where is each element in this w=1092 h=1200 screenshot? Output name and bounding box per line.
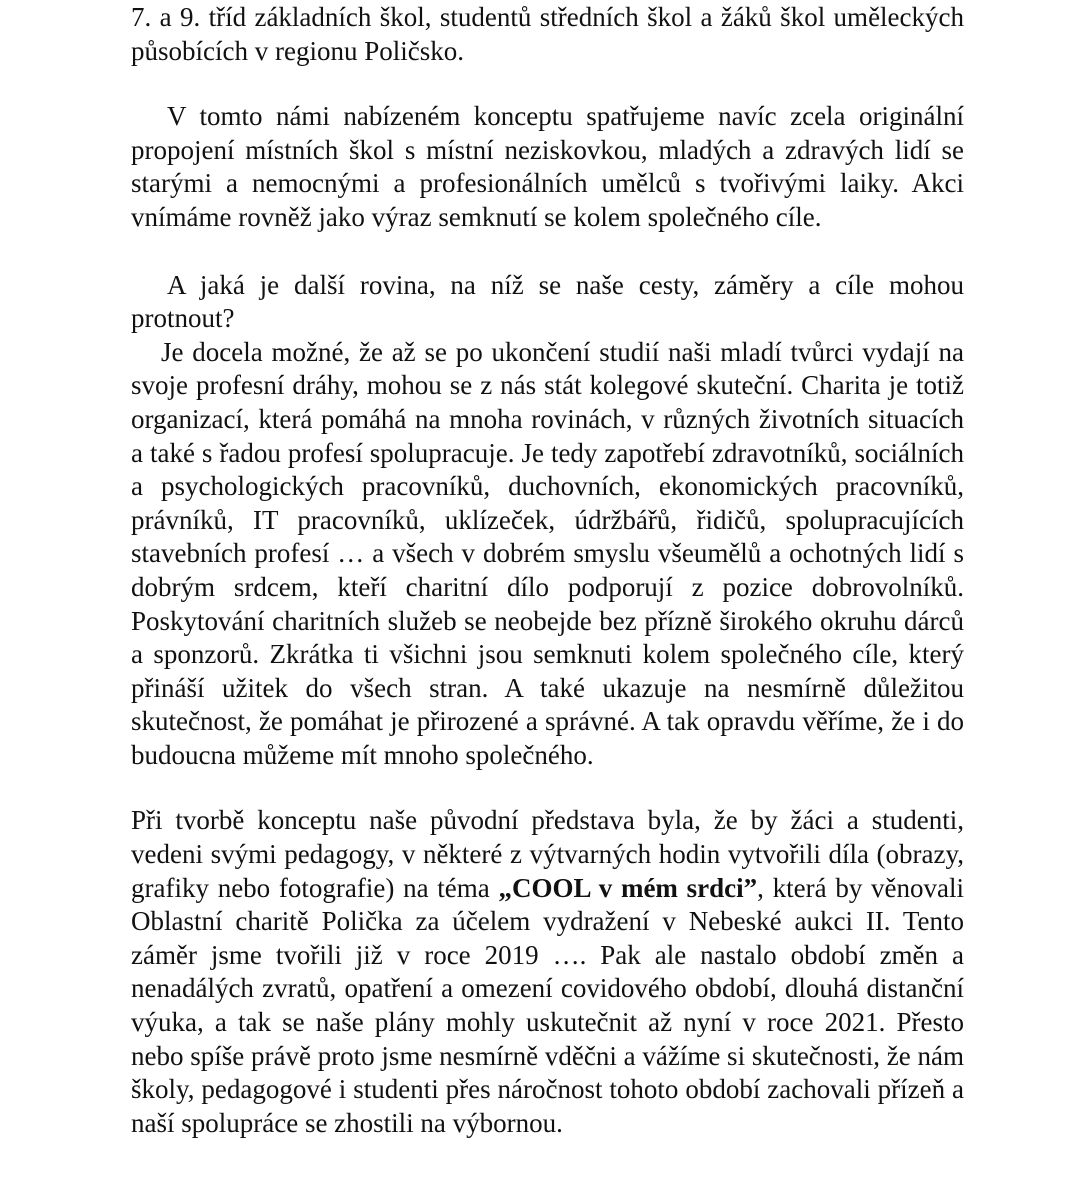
document-page — [131, 0, 964, 1140]
paragraph-charity-professions: Je docela možné, že až se po ukončení studií naši mladí tvůrci vydají na svoje profesní dráhy, mohou se z nás stát kolegové skuteční. Charita je totiž organizací, která pomáhá na mnoha rovinách, v různých životních situacích a také s řadou profesí spolupracuje. Je tedy zapotřebí zdravotníků, sociálních a psychologických pracovníků, duchovních, ekonomických pracovníků, právníků, IT pracovníků, uklízeček, údržbářů, řidičů, spolupracujících stavebních profesí … a všech v dobrém smyslu všeumělů a ochotných lidí s dobrým srdcem, kteří charitní dílo podporují z pozice dobrovolníků. Poskytování charitních služeb se neobejde bez přízně širokého okruhu dárců a sponzorů. Zkrátka ti všichni jsou semknuti kolem společného cíle, který přináší užitek do všech stran. A také ukazuje na nesmírně důležitou skutečnost, že pomáhat je přirozené a správné. A tak opravdu věříme, že i do budoucna můžeme mít mnoho společného. — [131, 336, 964, 770]
paragraph-text-before: Při tvorbě konceptu naše původní představa byla, že by žáci a studenti, vedeni svými pedagogy, v některé z výtvarných hodin vytvořili díla (obrazy, grafiky nebo fotografie) na téma — [131, 805, 964, 903]
paragraph-concept: V tomto námi nabízeném konceptu spatřujeme navíc zcela originální propojení místních škol s místní neziskovkou, mladých a zdravých lidí se starými a nemocnými a profesionálních umělců s tvořivými laiky. Akci vnímáme rovněž jako výraz semknutí se kolem společného cíle. — [131, 101, 964, 232]
paragraph-original-idea — [131, 804, 964, 1140]
paragraph-text-after: , která by věnovali Oblastní charitě Polička za účelem vydražení v Nebeské aukci II. Tento záměr jsme tvořili již v roce 2019 …. Pak ale nastalo období změn a nenadálých zvratů, opatření a omezení covidového období, dlouhá distanční výuka, a tak se naše plány mohly uskutečnit až nyní v roce 2021. Přesto nebo spíše právě proto jsme nesmírně vděčni a vážíme si skutečnosti, že nám školy, pedagogové i studenti přes náročnost tohoto období zachovali přízeň a naší spolupráce se zhostili na výbornou. — [131, 872, 965, 1138]
paragraph-continuation: 7. a 9. tříd základních škol, studentů středních škol a žáků škol uměleckých působících v regionu Poličsko. — [131, 2, 964, 66]
paragraph-question: A jaká je další rovina, na níž se naše cesty, záměry a cíle mohou protnout? — [131, 269, 964, 334]
theme-title-bold: „COOL v mém srdci” — [498, 872, 758, 903]
